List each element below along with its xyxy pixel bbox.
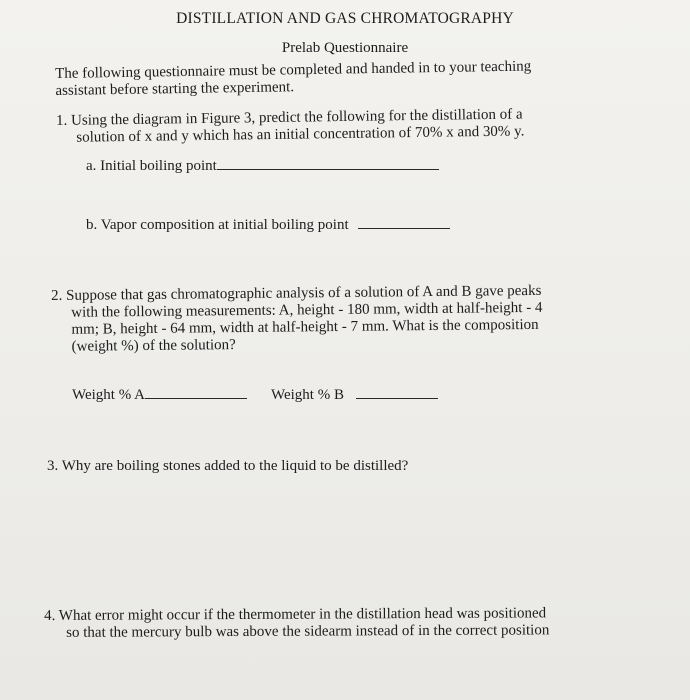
- question-4-line: 4. What error might occur if the thermometer in the distillation head was positioned: [44, 605, 547, 624]
- intro-line: assistant before starting the experiment.: [55, 79, 295, 99]
- question-3: [47, 458, 408, 475]
- document-title: DISTILLATION AND GAS CHROMATOGRAPHY: [176, 10, 514, 27]
- weight-a-field: [72, 386, 247, 404]
- weight-b-label: Weight % B: [271, 387, 344, 403]
- question-4-line: so that the mercury bulb was above the sidearm instead of in the correct position: [66, 622, 550, 641]
- question-1-line: 1. Using the diagram in Figure 3, predict the following for the distillation of a: [56, 106, 523, 129]
- question-2-line: 2. Suppose that gas chromatographic analysis of a solution of A and B gave peaks: [51, 282, 542, 304]
- question-2-line: (weight %) of the solution?: [71, 337, 236, 355]
- answer-blank-1b[interactable]: [358, 216, 450, 229]
- question-1a-label: a. Initial boiling point: [86, 158, 217, 174]
- question-1-line: solution of x and y which has an initial concentration of 70% x and 30% y.: [76, 123, 525, 146]
- question-1a: [86, 157, 439, 175]
- question-2-line: with the following measurements: A, height - 180 mm, width at half-height - 4: [71, 299, 543, 321]
- question-1b: [86, 216, 450, 234]
- question-3-line: 3. Why are boiling stones added to the liquid to be distilled?: [47, 458, 409, 474]
- question-1b-label: b. Vapor composition at initial boiling point: [86, 217, 349, 233]
- answer-blank-weight-b[interactable]: [356, 386, 438, 399]
- question-2: [51, 283, 543, 356]
- weight-a-label: Weight % A: [72, 387, 145, 403]
- intro-line: The following questionnaire must be completed and handed in to your teaching: [55, 58, 532, 82]
- answer-blank-1a[interactable]: [217, 157, 439, 170]
- question-4: [44, 605, 549, 642]
- weight-b-field: [271, 386, 438, 404]
- question-1: [56, 106, 525, 147]
- answer-blank-weight-a[interactable]: [145, 386, 247, 399]
- intro-paragraph: [55, 59, 532, 100]
- document-subtitle: Prelab Questionnaire: [281, 40, 409, 56]
- question-2-line: mm; B, height - 64 mm, width at half-height - 7 mm. What is the composition: [71, 316, 539, 338]
